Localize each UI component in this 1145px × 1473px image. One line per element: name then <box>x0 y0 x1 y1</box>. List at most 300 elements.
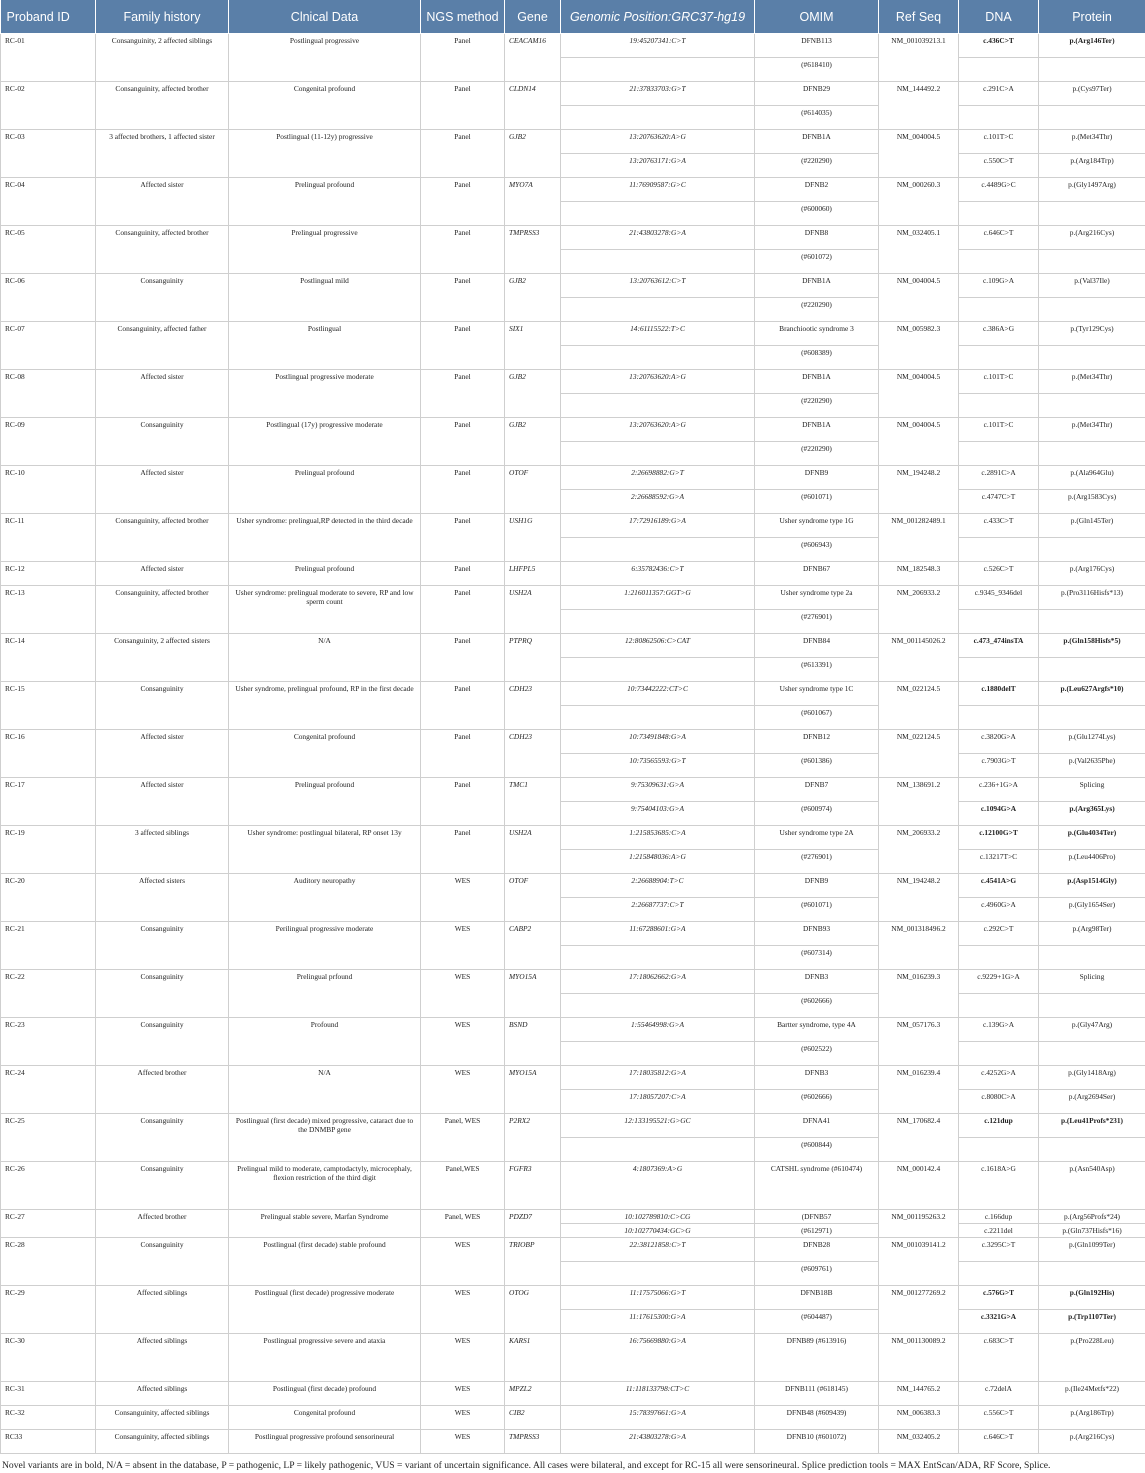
protein-cell: p.(Gln145Ter) <box>1039 514 1145 538</box>
omim-cell: DFNB1A <box>755 274 879 298</box>
genomic-position-cell: 22:38121858:C>T <box>561 1238 755 1262</box>
family-history-cell: Consanguinity <box>96 1238 229 1286</box>
table-header-row <box>1 0 1145 34</box>
ref-seq-cell: NM_182548.3 <box>879 562 959 586</box>
table-row <box>1 34 1145 58</box>
family-history-cell: Affected brother <box>96 1066 229 1114</box>
dna-cell <box>959 706 1039 730</box>
header-ref-seq: Ref Seq <box>879 0 959 34</box>
ngs-method-cell: WES <box>421 970 505 1018</box>
omim-cell: DFNB1A <box>755 130 879 154</box>
ngs-method-cell: WES <box>421 1382 505 1406</box>
omim-cell: (#607314) <box>755 946 879 970</box>
ref-seq-cell: NM_000142.4 <box>879 1162 959 1210</box>
genomic-position-cell: 1:55464998:G>A <box>561 1018 755 1042</box>
omim-cell: (#276901) <box>755 850 879 874</box>
dna-cell: c.4489G>C <box>959 178 1039 202</box>
proband-id-cell: RC-09 <box>1 418 96 466</box>
protein-cell: p.(Ala964Glu) <box>1039 466 1145 490</box>
genomic-position-cell <box>561 202 755 226</box>
omim-cell: DFNB93 <box>755 922 879 946</box>
omim-cell: DFNB9 <box>755 466 879 490</box>
dna-cell: c.1618A>G <box>959 1162 1039 1210</box>
genomic-position-cell: 10:73442222:CT>C <box>561 682 755 706</box>
protein-cell: p.(Arg216Cys) <box>1039 1430 1145 1454</box>
omim-cell: (#601386) <box>755 754 879 778</box>
gene-cell: GJB2 <box>505 370 561 418</box>
table-row <box>1 1430 1145 1454</box>
clinical-data-cell: Congenital profound <box>229 730 421 778</box>
ref-seq-cell: NM_206933.2 <box>879 586 959 634</box>
omim-cell: (#602666) <box>755 994 879 1018</box>
clinical-data-cell: Usher syndrome: prelingual,RP detected in the third decade <box>229 514 421 562</box>
protein-cell: p.(Arg146Ter) <box>1039 34 1145 58</box>
omim-cell: (#612971) <box>755 1224 879 1238</box>
family-history-cell: Consanguinity <box>96 682 229 730</box>
genomic-position-cell: 13:20763171:G>A <box>561 154 755 178</box>
ngs-method-cell: Panel <box>421 514 505 562</box>
ngs-method-cell: WES <box>421 874 505 922</box>
omim-cell: DFNB84 <box>755 634 879 658</box>
dna-cell: c.386A>G <box>959 322 1039 346</box>
omim-cell: DFNB89 (#613916) <box>755 1334 879 1382</box>
header-genomic-position: Genomic Position:GRC37-hg19 <box>561 0 755 34</box>
gene-cell: CABP2 <box>505 922 561 970</box>
family-history-cell: 3 affected brothers, 1 affected sister <box>96 130 229 178</box>
protein-cell: p.(Gly1497Arg) <box>1039 178 1145 202</box>
clinical-data-cell: Prelingual profound <box>229 178 421 226</box>
ngs-method-cell: Panel <box>421 682 505 730</box>
proband-id-cell: RC-16 <box>1 730 96 778</box>
table-row <box>1 778 1145 802</box>
table-row <box>1 466 1145 490</box>
dna-cell: c.3295C>T <box>959 1238 1039 1262</box>
omim-cell: DFNB48 (#609439) <box>755 1406 879 1430</box>
genomic-position-cell: 11:76909587:G>C <box>561 178 755 202</box>
omim-cell: (#608389) <box>755 346 879 370</box>
omim-cell: DFNB3 <box>755 970 879 994</box>
dna-cell: c.550C>T <box>959 154 1039 178</box>
omim-cell: (#220290) <box>755 442 879 466</box>
header-protein: Protein <box>1039 0 1145 34</box>
clinical-data-cell: Postlingual (11-12y) progressive <box>229 130 421 178</box>
genomic-position-cell <box>561 706 755 730</box>
gene-cell: PDZD7 <box>505 1210 561 1238</box>
genomic-position-cell: 10:102770434:GC>G <box>561 1224 755 1238</box>
genomic-position-cell: 13:20763612:C>T <box>561 274 755 298</box>
genomic-position-cell: 6:35782436:C>T <box>561 562 755 586</box>
omim-cell: (DFNB57 <box>755 1210 879 1224</box>
protein-cell <box>1039 202 1145 226</box>
clinical-data-cell: Usher syndrome: prelingual moderate to severe, RP and low sperm count <box>229 586 421 634</box>
protein-cell: p.(Ile24Metfs*22) <box>1039 1382 1145 1406</box>
protein-cell <box>1039 346 1145 370</box>
table-row <box>1 514 1145 538</box>
omim-cell: DFNB1A <box>755 418 879 442</box>
gene-cell: TMC1 <box>505 778 561 826</box>
protein-cell: p.(Arg98Ter) <box>1039 922 1145 946</box>
omim-cell: Usher syndrome type 2a <box>755 586 879 610</box>
ref-seq-cell: NM_004004.5 <box>879 274 959 322</box>
protein-cell: p.(Val37Ile) <box>1039 274 1145 298</box>
table-row <box>1 1162 1145 1210</box>
gene-cell: CDH23 <box>505 682 561 730</box>
protein-cell: p.(Pro3116Hisfs*13) <box>1039 586 1145 610</box>
genomic-position-cell <box>561 298 755 322</box>
ngs-method-cell: Panel,WES <box>421 1162 505 1210</box>
protein-cell: p.(Met34Thr) <box>1039 370 1145 394</box>
omim-cell: DFNB28 <box>755 1238 879 1262</box>
clinical-data-cell: N/A <box>229 1066 421 1114</box>
clinical-data-cell: Postlingual (17y) progressive moderate <box>229 418 421 466</box>
proband-id-cell: RC-31 <box>1 1382 96 1406</box>
dna-cell: c.109G>A <box>959 274 1039 298</box>
ref-seq-cell: NM_001282489.1 <box>879 514 959 562</box>
proband-id-cell: RC-26 <box>1 1162 96 1210</box>
omim-cell: (#618410) <box>755 58 879 82</box>
ref-seq-cell: NM_144492.2 <box>879 82 959 130</box>
genomic-position-cell: 12:80862506:C>CAT <box>561 634 755 658</box>
gene-cell: CIB2 <box>505 1406 561 1430</box>
protein-cell: p.(Asp1514Gly) <box>1039 874 1145 898</box>
table-row <box>1 634 1145 658</box>
proband-id-cell: RC-29 <box>1 1286 96 1334</box>
omim-cell: (#614035) <box>755 106 879 130</box>
omim-cell: (#276901) <box>755 610 879 634</box>
omim-cell: DFNB67 <box>755 562 879 586</box>
genomic-position-cell: 2:26688592:G>A <box>561 490 755 514</box>
family-history-cell: Affected sister <box>96 562 229 586</box>
genomic-position-cell: 2:26698882:G>T <box>561 466 755 490</box>
ref-seq-cell: NM_144765.2 <box>879 1382 959 1406</box>
clinical-data-cell: Prelingual stable severe, Marfan Syndrome <box>229 1210 421 1238</box>
protein-cell: p.(Gly47Arg) <box>1039 1018 1145 1042</box>
dna-cell: c.646C>T <box>959 1430 1039 1454</box>
omim-cell: (#220290) <box>755 298 879 322</box>
protein-cell <box>1039 1042 1145 1066</box>
proband-id-cell: RC-30 <box>1 1334 96 1382</box>
proband-id-cell: RC-19 <box>1 826 96 874</box>
table-row <box>1 130 1145 154</box>
dna-cell <box>959 946 1039 970</box>
omim-cell: (#601071) <box>755 898 879 922</box>
protein-cell: p.(Arg365Lys) <box>1039 802 1145 826</box>
gene-cell: TRIOBP <box>505 1238 561 1286</box>
dna-cell: c.101T>C <box>959 418 1039 442</box>
genomic-position-cell: 1:216011357:GGT>G <box>561 586 755 610</box>
table-row <box>1 370 1145 394</box>
genomic-position-cell: 4:1807369:A>G <box>561 1162 755 1210</box>
header-family-history: Family history <box>96 0 229 34</box>
omim-cell: DFNB9 <box>755 874 879 898</box>
gene-cell: KARS1 <box>505 1334 561 1382</box>
protein-cell: p.(Leu41Profs*231) <box>1039 1114 1145 1138</box>
ngs-method-cell: Panel <box>421 130 505 178</box>
dna-cell: c.683C>T <box>959 1334 1039 1382</box>
gene-cell: GJB2 <box>505 274 561 322</box>
ngs-method-cell: WES <box>421 1286 505 1334</box>
table-row <box>1 226 1145 250</box>
genomic-position-cell <box>561 1042 755 1066</box>
table-row <box>1 1238 1145 1262</box>
family-history-cell: Affected sister <box>96 778 229 826</box>
genomic-position-cell <box>561 538 755 562</box>
family-history-cell: Consanguinity, affected brother <box>96 514 229 562</box>
genomic-position-cell: 12:133195521:G>GC <box>561 1114 755 1138</box>
genomic-position-cell <box>561 946 755 970</box>
omim-cell: DFNB111 (#618145) <box>755 1382 879 1406</box>
omim-cell: Usher syndrome type 2A <box>755 826 879 850</box>
genomic-position-cell: 13:20763620:A>G <box>561 418 755 442</box>
gene-cell: TMPRSS3 <box>505 226 561 274</box>
genomic-position-cell <box>561 1262 755 1286</box>
genomic-position-cell: 17:18062662:G>A <box>561 970 755 994</box>
table-row <box>1 1334 1145 1382</box>
family-history-cell: Consanguinity <box>96 970 229 1018</box>
protein-cell: Splicing <box>1039 778 1145 802</box>
table-row <box>1 586 1145 610</box>
dna-cell: c.526C>T <box>959 562 1039 586</box>
proband-id-cell: RC-13 <box>1 586 96 634</box>
gene-cell: USH2A <box>505 826 561 874</box>
dna-cell: c.3321G>A <box>959 1310 1039 1334</box>
dna-cell: c.9229+1G>A <box>959 970 1039 994</box>
genomic-position-cell: 11:67288601:G>A <box>561 922 755 946</box>
clinical-data-cell: Prelingual profound <box>229 466 421 514</box>
genomic-position-cell: 1:215848036:A>G <box>561 850 755 874</box>
dna-cell: c.292C>T <box>959 922 1039 946</box>
family-history-cell: Consanguinity <box>96 274 229 322</box>
proband-id-cell: RC-27 <box>1 1210 96 1238</box>
family-history-cell: Consanguinity, affected father <box>96 322 229 370</box>
genomic-position-cell: 11:17615300:G>A <box>561 1310 755 1334</box>
clinical-data-cell: N/A <box>229 634 421 682</box>
dna-cell <box>959 658 1039 682</box>
protein-cell <box>1039 1262 1145 1286</box>
gene-cell: GJB2 <box>505 418 561 466</box>
dna-cell <box>959 58 1039 82</box>
family-history-cell: Affected sisters <box>96 874 229 922</box>
gene-cell: TMPRSS3 <box>505 1430 561 1454</box>
family-history-cell: Consanguinity, 2 affected siblings <box>96 34 229 82</box>
gene-cell: CEACAM16 <box>505 34 561 82</box>
table-row <box>1 1286 1145 1310</box>
dna-cell <box>959 106 1039 130</box>
table-footnote: Novel variants are in bold, N/A = absent in the database, P = pathogenic, LP = likely pathogenic, VUS = variant of uncertain significance. All cases were bilateral, and except for RC-15 all were sensorineural. Splice prediction tools = MAX EntScan/ADA, RF Score, Splice. <box>0 1454 1144 1473</box>
ngs-method-cell: Panel <box>421 274 505 322</box>
omim-cell: DFNB3 <box>755 1066 879 1090</box>
proband-id-cell: RC-23 <box>1 1018 96 1066</box>
genomic-position-cell: 17:18035812:G>A <box>561 1066 755 1090</box>
gene-cell: MYO15A <box>505 1066 561 1114</box>
table-row <box>1 82 1145 106</box>
protein-cell <box>1039 106 1145 130</box>
ngs-method-cell: Panel <box>421 34 505 82</box>
clinical-data-cell: Postlingual mild <box>229 274 421 322</box>
gene-cell: OTOG <box>505 1286 561 1334</box>
proband-id-cell: RC-11 <box>1 514 96 562</box>
protein-cell <box>1039 658 1145 682</box>
dna-cell <box>959 202 1039 226</box>
ref-seq-cell: NM_001195263.2 <box>879 1210 959 1238</box>
proband-id-cell: RC-06 <box>1 274 96 322</box>
family-history-cell: Affected siblings <box>96 1286 229 1334</box>
proband-id-cell: RC-20 <box>1 874 96 922</box>
protein-cell: p.(Tyr129Cys) <box>1039 322 1145 346</box>
proband-id-cell: RC-14 <box>1 634 96 682</box>
clinical-data-cell: Postlingual (first decade) stable profound <box>229 1238 421 1286</box>
genomic-position-cell: 11:17575066:G>T <box>561 1286 755 1310</box>
table-row <box>1 730 1145 754</box>
protein-cell: p.(Gln192His) <box>1039 1286 1145 1310</box>
genomic-position-cell <box>561 58 755 82</box>
ref-seq-cell: NM_206933.2 <box>879 826 959 874</box>
family-history-cell: Consanguinity, affected brother <box>96 586 229 634</box>
ngs-method-cell: Panel <box>421 370 505 418</box>
ref-seq-cell: NM_032405.1 <box>879 226 959 274</box>
family-history-cell: Affected siblings <box>96 1334 229 1382</box>
dna-cell: c.1094G>A <box>959 802 1039 826</box>
gene-cell: SIX1 <box>505 322 561 370</box>
protein-cell: p.(Val2635Phe) <box>1039 754 1145 778</box>
dna-cell: c.473_474insTA <box>959 634 1039 658</box>
clinical-data-cell: Perilingual progressive moderate <box>229 922 421 970</box>
genomic-position-cell <box>561 106 755 130</box>
protein-cell: p.(Asn540Asp) <box>1039 1162 1145 1210</box>
ngs-method-cell: Panel <box>421 586 505 634</box>
genomic-position-cell <box>561 346 755 370</box>
ngs-method-cell: Panel <box>421 466 505 514</box>
family-history-cell: 3 affected siblings <box>96 826 229 874</box>
genomic-position-cell: 21:43803278:G>A <box>561 226 755 250</box>
ngs-method-cell: WES <box>421 1406 505 1430</box>
gene-cell: PTPRQ <box>505 634 561 682</box>
table-row <box>1 322 1145 346</box>
ref-seq-cell: NM_001277269.2 <box>879 1286 959 1334</box>
genomic-position-cell <box>561 394 755 418</box>
gene-cell: USH1G <box>505 514 561 562</box>
proband-id-cell: RC-21 <box>1 922 96 970</box>
genomic-position-cell: 14:61115522:T>C <box>561 322 755 346</box>
proband-id-cell: RC-04 <box>1 178 96 226</box>
dna-cell <box>959 1138 1039 1162</box>
ref-seq-cell: NM_000260.3 <box>879 178 959 226</box>
header-dna: DNA <box>959 0 1039 34</box>
protein-cell: p.(Gln158Hisfs*5) <box>1039 634 1145 658</box>
ngs-method-cell: WES <box>421 1238 505 1286</box>
protein-cell <box>1039 1138 1145 1162</box>
clinical-data-cell: Postlingual (first decade) profound <box>229 1382 421 1406</box>
genomic-position-cell: 21:37833703:G>T <box>561 82 755 106</box>
dna-cell: c.9345_9346del <box>959 586 1039 610</box>
ngs-method-cell: WES <box>421 1066 505 1114</box>
family-history-cell: Affected siblings <box>96 1382 229 1406</box>
family-history-cell: Affected sister <box>96 370 229 418</box>
ngs-method-cell: Panel <box>421 826 505 874</box>
protein-cell <box>1039 706 1145 730</box>
clinical-data-cell: Postlingual (first decade) progressive moderate <box>229 1286 421 1334</box>
dna-cell: c.139G>A <box>959 1018 1039 1042</box>
ngs-method-cell: WES <box>421 1334 505 1382</box>
dna-cell: c.4747C>T <box>959 490 1039 514</box>
dna-cell: c.433C>T <box>959 514 1039 538</box>
protein-cell: p.(Arg186Trp) <box>1039 1406 1145 1430</box>
protein-cell: p.(Arg1583Cys) <box>1039 490 1145 514</box>
genomic-position-cell: 2:26688904:T>C <box>561 874 755 898</box>
family-history-cell: Consanguinity <box>96 922 229 970</box>
proband-id-cell: RC-24 <box>1 1066 96 1114</box>
omim-cell: (#600060) <box>755 202 879 226</box>
family-history-cell: Consanguinity, affected siblings <box>96 1406 229 1430</box>
table-row <box>1 922 1145 946</box>
proband-id-cell: RC-01 <box>1 34 96 82</box>
table-row <box>1 274 1145 298</box>
clinical-data-cell: Postlingual <box>229 322 421 370</box>
family-history-cell: Consanguinity <box>96 418 229 466</box>
genomic-position-cell: 13:20763620:A>G <box>561 370 755 394</box>
omim-cell: Usher syndrome type 1C <box>755 682 879 706</box>
gene-cell: USH2A <box>505 586 561 634</box>
proband-id-cell: RC-10 <box>1 466 96 514</box>
clinical-data-cell: Postlingual progressive profound sensorineural <box>229 1430 421 1454</box>
table-row <box>1 418 1145 442</box>
protein-cell: p.(Pro228Leu) <box>1039 1334 1145 1382</box>
omim-cell: (#609761) <box>755 1262 879 1286</box>
omim-cell: (#604487) <box>755 1310 879 1334</box>
ngs-method-cell: Panel <box>421 418 505 466</box>
ngs-method-cell: Panel <box>421 82 505 130</box>
header-ngs-method: NGS method <box>421 0 505 34</box>
genomic-position-cell: 13:20763620:A>G <box>561 130 755 154</box>
omim-cell: (#613391) <box>755 658 879 682</box>
ngs-method-cell: Panel <box>421 778 505 826</box>
ngs-method-cell: Panel <box>421 562 505 586</box>
family-history-cell: Consanguinity, affected brother <box>96 82 229 130</box>
ref-seq-cell: NM_001130089.2 <box>879 1334 959 1382</box>
genomic-position-cell: 10:102789810:C>CG <box>561 1210 755 1224</box>
dna-cell <box>959 394 1039 418</box>
genomic-position-cell: 17:72916189:G>A <box>561 514 755 538</box>
table-row <box>1 562 1145 586</box>
dna-cell <box>959 442 1039 466</box>
dna-cell <box>959 1262 1039 1286</box>
omim-cell: (#220290) <box>755 394 879 418</box>
ref-seq-cell: NM_138691.2 <box>879 778 959 826</box>
clinical-data-cell: Profound <box>229 1018 421 1066</box>
protein-cell: p.(Arg184Trp) <box>1039 154 1145 178</box>
protein-cell <box>1039 298 1145 322</box>
dna-cell: c.646C>T <box>959 226 1039 250</box>
protein-cell: p.(Leu4406Pro) <box>1039 850 1145 874</box>
dna-cell: c.7903G>T <box>959 754 1039 778</box>
ngs-method-cell: Panel, WES <box>421 1210 505 1238</box>
clinical-data-cell: Prelingual prfound <box>229 970 421 1018</box>
protein-cell <box>1039 250 1145 274</box>
family-history-cell: Consanguinity, affected siblings <box>96 1430 229 1454</box>
clinical-data-cell: Prelingual profound <box>229 562 421 586</box>
proband-id-cell: RC-12 <box>1 562 96 586</box>
gene-cell: OTOF <box>505 466 561 514</box>
ref-seq-cell: NM_004004.5 <box>879 370 959 418</box>
ref-seq-cell: NM_001318496.2 <box>879 922 959 970</box>
protein-cell: p.(Arg56Profs*24) <box>1039 1210 1145 1224</box>
proband-id-cell: RC-32 <box>1 1406 96 1430</box>
protein-cell: p.(Met34Thr) <box>1039 130 1145 154</box>
clinical-data-cell: Prelingual progressive <box>229 226 421 274</box>
ngs-method-cell: Panel <box>421 730 505 778</box>
omim-cell: Branchiootic syndrome 3 <box>755 322 879 346</box>
proband-id-cell: RC-28 <box>1 1238 96 1286</box>
